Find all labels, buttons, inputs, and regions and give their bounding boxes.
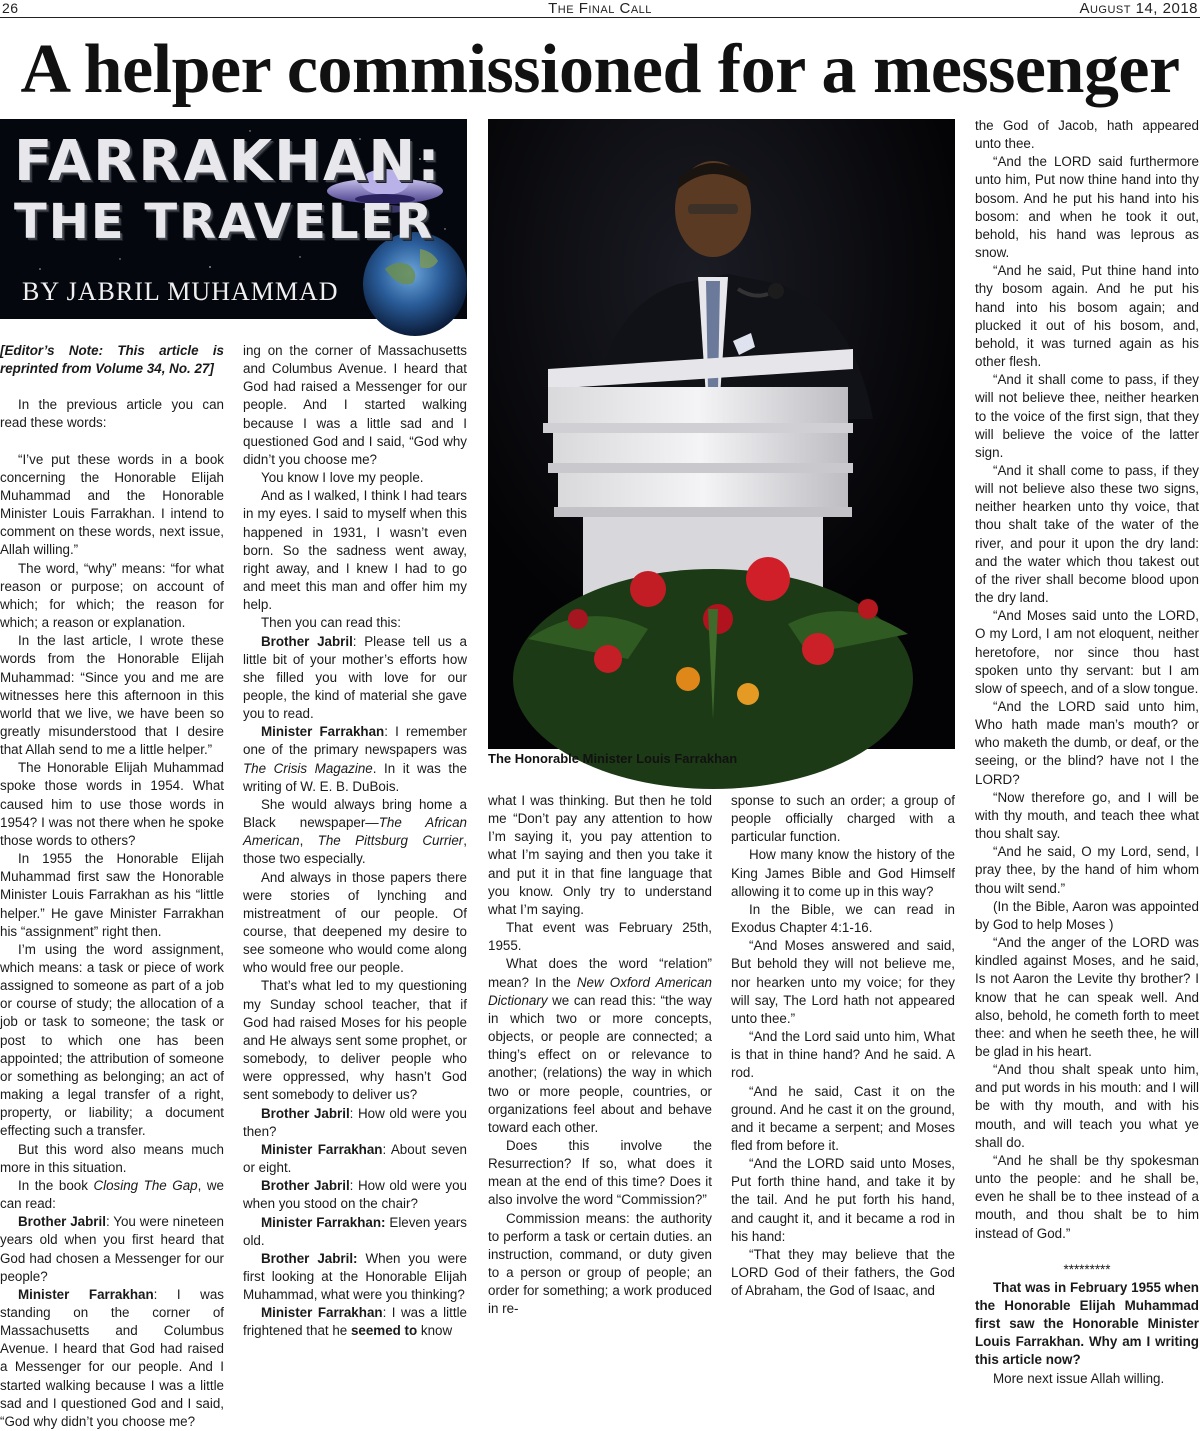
paragraph: “And it shall come to pass, if they will not believe also these two signs, neither hearken unto thy voice, that thou shalt take of the water of the river, and pour it upon the dry land: and the water which thou takest out of the river shall become blood upon the dry land.: [975, 462, 1199, 606]
photo-caption: The Honorable Minister Louis Farrakhan: [488, 751, 738, 766]
paragraph: “And it shall come to pass, if they will not believe thee, neither hearken to the voice of the first sign, that they will believe the voice of the latter sign.: [975, 372, 1199, 460]
paragraph: And as I walked, I think I had tears in my eyes. I said to myself when this happened in 1931, I wasn’t even born. So the sadness went away, right away, and I knew I had to go and meet this man and offer him my help.: [243, 488, 467, 613]
paragraph: “And the anger of the LORD was kindled against Moses, and he said, Is not Aaron the Levite thy brother? I know that he can speak well. And also, behold, he cometh forth to meet thee: and when he seeth thee, he will be glad in his heart.: [975, 935, 1199, 1059]
paragraph: “And the LORD said unto him, Who hath made man’s mouth? or who maketh the dumb, or deaf, or the seeing, or the blind? have not I the LORD?: [975, 699, 1199, 787]
paragraph: But this word also means much more in this situation.: [0, 1141, 224, 1175]
author-byline: BY JABRIL MUHAMMAD: [22, 277, 339, 306]
paragraph: Does this involve the Resurrection? If so, what does it mean at the end of this time? Does it also involve the word “Commission?”: [488, 1137, 712, 1208]
paragraph: “And the LORD said furthermore unto him, Put now thine hand into thy bosom. And he put his hand into his bosom: and when he took it out, behold, his hand was leprous as snow.: [975, 154, 1199, 261]
paragraph: In the book Closing The Gap, we can read:: [0, 1177, 224, 1212]
photo-artwork: [488, 119, 955, 749]
paragraph: Minister Farrakhan: I was a little frightened that he seemed to know: [243, 1305, 467, 1339]
issue-date: August 14, 2018: [1079, 0, 1198, 17]
paragraph: In the last article, I wrote these words from the Honorable Elijah Muhammad: “Since you and me are witnesses here this afternoon in this world that we live, we have been so greatly misunderstood that I desire that Allah send to me a little helper.”: [0, 633, 224, 758]
paragraph: sponse to such an order; a group of people officially charged with a particular function.: [731, 793, 955, 845]
paragraph: I’m using the word assignment, which means: a task or piece of work assigned to someone as part of a job or course of study; the allocation of a job or task to someone; the task or post to which one has been appointed; the attribution of someone or something as belonging; an act of making a legal transfer of a right, property, or liability; a document effecting such a transfer.: [0, 941, 224, 1139]
paragraph: Brother Jabril: Please tell us a little bit of your mother’s efforts how she filled you with love for our people, the kind of material she gave you to read.: [243, 633, 467, 722]
microphone-icon: [768, 283, 784, 299]
publication-name: The Final Call: [548, 0, 652, 17]
paragraph: You know I love my people.: [261, 470, 424, 486]
paragraph: “Now therefore go, and I will be with thy mouth, and teach thee what thou shalt say.: [975, 789, 1199, 842]
paragraph: That event was February 25th, 1955.: [488, 920, 712, 954]
paragraph: “That they may believe that the LORD God of their fathers, the God of Abraham, the God of Isaac, and: [731, 1246, 955, 1299]
paragraph: In the Bible, we can read in Exodus Chapter 4:1-16.: [731, 901, 955, 936]
article-column-4: [731, 792, 955, 1298]
paragraph: Minister Farrakhan: I was standing on the corner of Massachusetts and Columbus Avenue. I heard that God had raised a Messenger for our people. And I started walking because I was a little sad and I questioned God and I said, “God why didn’t you choose me?: [0, 1286, 224, 1429]
paragraph: [Editor’s Note: This article is reprinted from Volume 34, No. 27]: [0, 343, 224, 377]
paragraph: The word, “why” means: “for what reason or purpose; on account of which; for which; the reason for which; a reason or explanation.: [0, 560, 224, 631]
page-number: 26: [2, 0, 19, 16]
paragraph: Commission means: the authority to perform a task or certain duties. an instruction, command, or duty given to a person or group of people; an order for something; a work produced in re-: [488, 1210, 712, 1317]
paragraph: Minister Farrakhan: Eleven years old.: [243, 1214, 467, 1248]
paragraph: And always in those papers there were stories of lynching and mistreatment of our people. Of course, that deepened my desire to see someone who would come along who would free our people.: [243, 869, 467, 976]
paragraph: Brother Jabril: When you were first looking at the Honorable Elijah Muhammad, what were you thinking?: [243, 1250, 467, 1303]
paragraph: Minister Farrakhan: I remember one of the primary newspapers was The Crisis Magazine. In it was the writing of W. E. B. DuBois.: [243, 724, 468, 794]
article-column-1: [0, 342, 225, 1429]
paragraph: “And Moses answered and said, But behold they will not believe me, nor hearken unto my voice; for they will say, The Lord hath not appeared unto thee.”: [731, 938, 955, 1026]
paragraph: “And he said, Cast it on the ground. And he cast it on the ground, and it became a serpent; and Moses fled from before it.: [731, 1083, 955, 1153]
article-column-2: [243, 342, 468, 1339]
column-banner: [0, 119, 467, 319]
paragraph: That was in February 1955 when the Honorable Elijah Muhammad first saw the Honorable Minister Louis Farrakhan. Why am I writing this article now?: [975, 1279, 1199, 1368]
paragraph: “And thou shalt speak unto him, and put words in his mouth: and I will be with thy mouth, and with his mouth, and will teach you what ye shall do.: [975, 1062, 1199, 1150]
banner-title-line1: FARRAKHAN:: [14, 129, 442, 194]
speaker-photo: [488, 119, 955, 749]
paragraph: “And the Lord said unto him, What is that in thine hand? And he said. A rod.: [731, 1029, 955, 1081]
paragraph: Brother Jabril: You were nineteen years old when you first heard that God had chosen a Messenger for our people?: [0, 1214, 225, 1284]
paragraph: How many know the history of the King James Bible and God Himself allowing it to come up in this way?: [731, 847, 955, 899]
paragraph: “And he shall be thy spokesman unto the people: and he shall be, even he shall be to thee instead of a mouth, and thou shalt be to him instead of God.”: [975, 1152, 1199, 1241]
paragraph: The Honorable Elijah Muhammad spoke those words in 1954. What caused him to use those words in 1954? I was not there when he spoke those words to others?: [0, 760, 224, 848]
paragraph: what I was thinking. But then he told me “Don’t pay any attention to how I’m saying it, you pay attention to what I’m saying and then you take it and put it in that fine language that you know. Only try to understand what I’m saying.: [488, 793, 712, 917]
paragraph: the God of Jacob, hath appeared unto thee.: [975, 118, 1199, 152]
paragraph: Brother Jabril: How old were you when you stood on the chair?: [243, 1178, 467, 1212]
paragraph: That’s what led to my questioning my Sunday school teacher, that if God had raised Moses for his people and He always sent some prophet, or somebody, to deliver people who were oppressed, why hasn’t God sent somebody to deliver us?: [243, 978, 467, 1103]
paragraph: Minister Farrakhan: About seven or eight.: [243, 1141, 468, 1176]
paragraph: In 1955 the Honorable Elijah Muhammad first saw the Honorable Minister Louis Farrakhan as his “little helper.” He gave Minister Farrakhan his “assignment” right then.: [0, 851, 224, 939]
article-column-5: [975, 117, 1199, 1386]
paragraph: “And he said, O my Lord, send, I pray thee, by the hand of him whom thou wilt send.”: [975, 844, 1199, 896]
paragraph: “And Moses said unto the LORD, O my Lord, I am not eloquent, neither heretofore, nor since thou hast spoken unto thy servant: but I am slow of speech, and of a slow tongue.: [975, 608, 1199, 696]
paragraph: ing on the corner of Massachusetts and Columbus Avenue. I heard that God had raised a Messenger for our people. And I started walking because I was a little sad and I questioned God and I said, “God why didn’t you choose me?: [243, 343, 467, 467]
paragraph: What does the word “relation” mean? In the New Oxford American Dictionary we can read this: “the way in which two or more concepts, objects, or people are connected; a thing’s effect on or relevance to another; (relations) the way in which two or more people, countries, or organizations feel about and behave toward each other.: [488, 956, 712, 1135]
headline: A helper commissioned for a messenger: [20, 31, 1180, 108]
paragraph: *********: [1063, 1261, 1111, 1277]
paragraph: Then you can read this:: [261, 615, 401, 631]
paragraph: In the previous article you can read these words:: [0, 397, 224, 431]
paragraph: “I’ve put these words in a book concerning the Honorable Elijah Muhammad and the Honorable Minister Louis Farrakhan. I intend to comment on these words, next issue, Allah willing.”: [0, 451, 224, 558]
paragraph: Brother Jabril: How old were you then?: [243, 1105, 467, 1139]
paragraph: “And the LORD said unto Moses, Put forth thine hand, and take it by the tail. And he put forth his hand, and caught it, and it became a rod in his hand:: [731, 1156, 955, 1244]
running-head: [0, 0, 1200, 18]
paragraph: More next issue Allah willing.: [993, 1370, 1165, 1386]
article-column-3: [488, 792, 712, 1317]
paragraph: “And he said, Put thine hand into thy bosom again. And he put his hand into his bosom again; and plucked it out of his bosom, and, behold, it was turned again as his other flesh.: [975, 263, 1199, 370]
paragraph: She would always bring home a Black newspaper—The African American, The Pittsburg Currier, those two especially.: [243, 796, 467, 867]
banner-title-line2: THE TRAVELER: [14, 194, 435, 250]
paragraph: (In the Bible, Aaron was appointed by God to help Moses ): [975, 898, 1199, 932]
